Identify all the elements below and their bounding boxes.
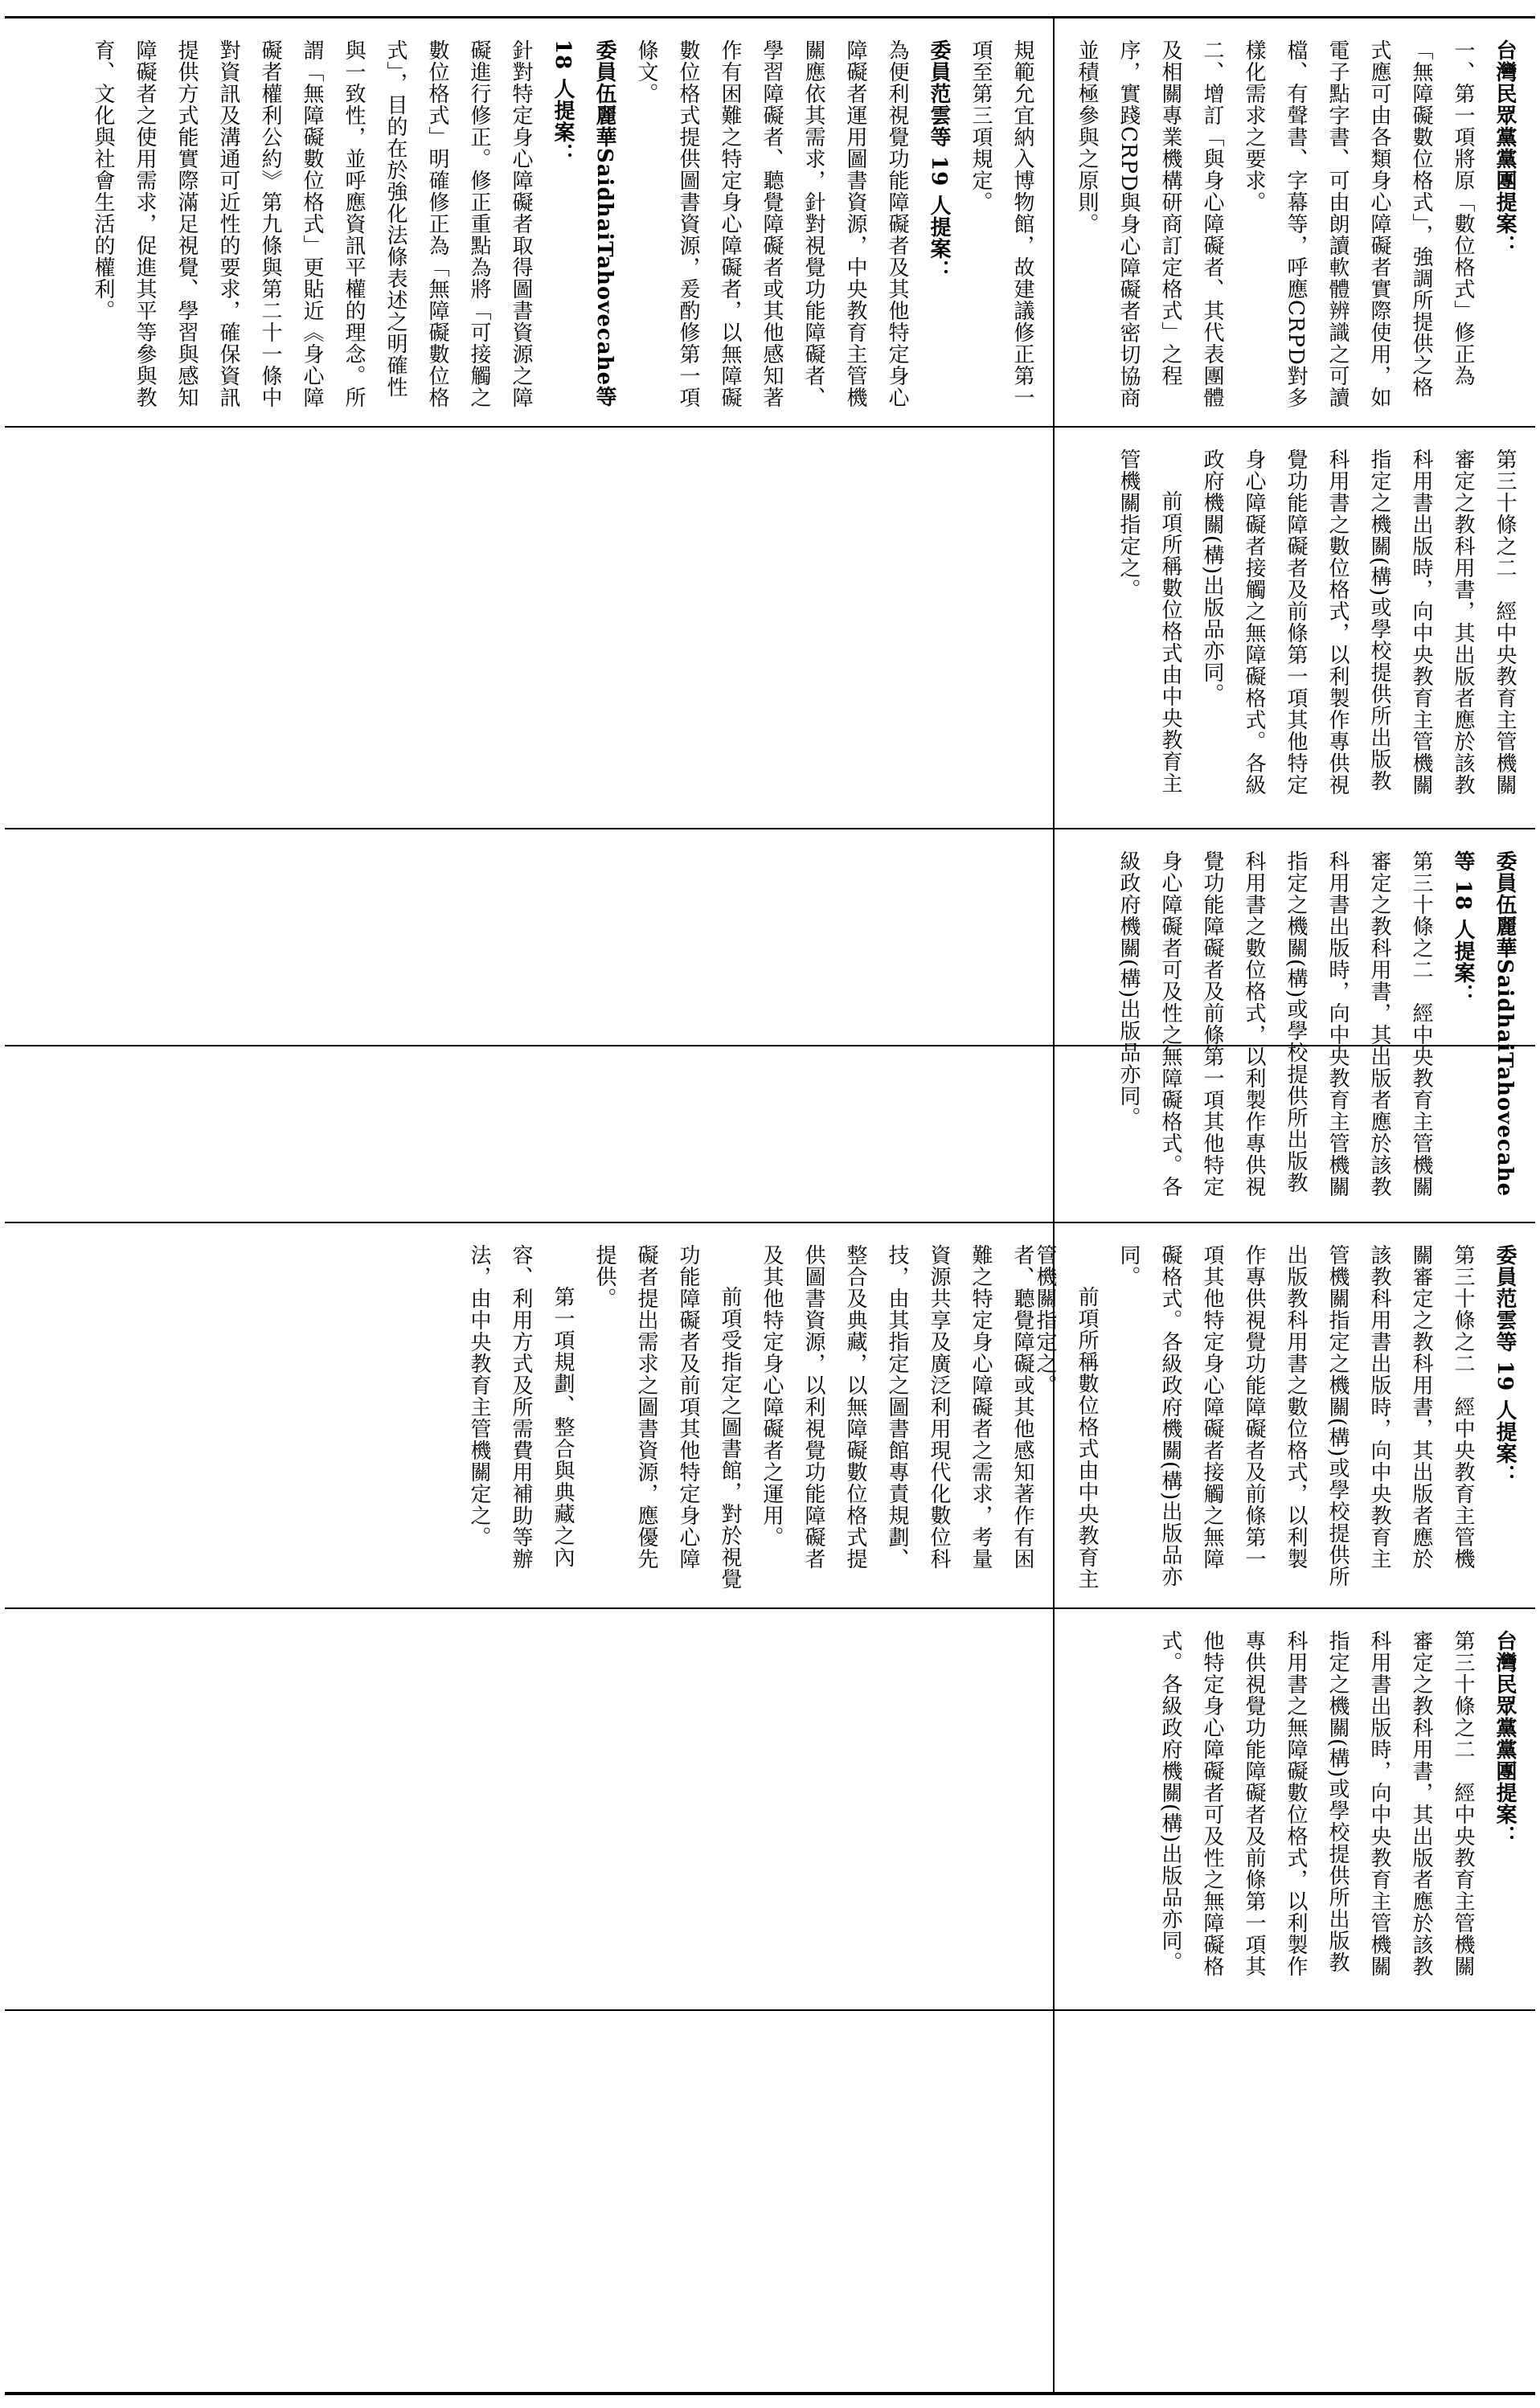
cell-col2-row-b (1055, 428, 1534, 826)
cell-col3-row-a (6, 829, 1051, 1220)
cell-col2-row-a (6, 428, 1051, 826)
paragraph: 針對特定身心障礙者取得圖書資源之障礙進行修正。修正重點為將「可接觸之數位格式」明確修正為「無障礙數位格式」，目的在於強化法條表述之明確性與一致性，並呼應資訊平權的理念。所謂「無障礙數位格式」更貼近《身心障礙者權利公約》第九條與第二十一條中對資訊及溝通可近性的要求，確保資訊提供方式能實際滿足視覺、學習與感知障礙者之使用需求，促進其平等參與教育、文化與社會生活的權利。 (91, 39, 533, 408)
article-text: 第三十條之二 經中央教育主管機關審定之教科用書，其出版者應於該教科用書出版時，向中央教育主管機關指定之機關(構)或學校提供所出版教科用書之數位格式，以利製作專供視覺功能障礙者及前條第一項其他特定身心障礙者接觸之無障礙格式。各級政府機關(構)出版品亦同。 (1200, 448, 1517, 796)
cell-col4-row-b (1033, 1223, 1534, 1606)
article-text: 第三十條之二 經中央教育主管機關審定之教科用書，其出版者應於該教科用書出版時，向中央教育主管機關指定之機關(構)或學校提供所出版教科用書之無障礙數位格式，以利製作專供視覺功能障礙者及前條第一項其他特定身心障礙者可及性之無障礙格式。各級政府機關(構)出版品亦同。 (1158, 1630, 1475, 1977)
cell-col5-row-b (1055, 1609, 1534, 2008)
proposal-heading: 台灣民眾黨黨團提案： (1493, 1630, 1517, 1847)
article-text: 第三十條之二 經中央教育主管機關審定之教科用書，其出版者應於該教科用書出版時，向中央教育主管機關指定之機關(構)或學校提供所出版教科用書之數位格式，以利製作專供視覺功能障礙者及前條第一項其他特定身心障礙者可及性之無障礙格式。各級政府機關(構)出版品亦同。 (1116, 850, 1433, 1198)
article-text: 前項所稱數位格式由中央教育主管機關指定之。 (1033, 1244, 1099, 1590)
proposal-heading: 委員范雲等 19 人提案： (1493, 1244, 1517, 1487)
cell-col1-row-a (6, 18, 1051, 425)
paragraph: 二、增訂「與身心障礙者、其代表團體及相關專業機構研商訂定格式」之程序，實踐CRPD與身心障礙者密切協商並積極參與之原則。 (1075, 39, 1224, 409)
cell-col6-row-b (1055, 2011, 1534, 2390)
paragraph: 前項受指定之圖書館，對於視覺功能障礙者及前項其他特定身心障礙者提出需求之圖書資源，應優先提供。 (592, 1244, 742, 1590)
proposal-heading: 委員伍麗華SaidhaiTahovecahe等 18 人提案： (1451, 850, 1517, 1198)
bottom-rule (5, 2392, 1535, 2395)
article-text: 前項所稱數位格式由中央教育主管機關指定之。 (1116, 448, 1182, 794)
paragraph: 者、聽覺障礙或其他感知著作有困難之特定身心障礙者之需求，考量資源共享及廣泛利用現代化數位科技，由其指定之圖書館專責規劃、整合及典藏，以無障礙數位格式提供圖書資源，以利視覺功能障礙者及其他特定身心障礙者之運用。 (760, 1244, 1034, 1570)
cell-col4-row-a (6, 1223, 1051, 1606)
proposal-heading: 委員伍麗華SaidhaiTahovecahe等 18 人提案： (551, 39, 616, 408)
paragraph: 一、第一項將原「數位格式」修正為「無障礙數位格式」，強調所提供之格式應可由各類身心障礙者實際使用，如電子點字書、可由朗讀軟體辨識之可讀檔、有聲書、字幕等，呼應CRPD對多樣化需求之要求。 (1242, 39, 1475, 409)
proposal-heading: 委員范雲等 19 人提案： (927, 39, 951, 282)
cell-col1-row-b (1055, 18, 1534, 425)
paragraph: 規範允宜納入博物館，故建議修正第一項至第三項規定。 (969, 39, 1034, 408)
cell-col6-row-a (6, 2011, 1051, 2390)
cell-col3-row-b (1055, 829, 1534, 1220)
cell-col5-row-a (6, 1609, 1051, 2008)
proposal-heading: 台灣民眾黨黨團提案： (1493, 39, 1517, 256)
paragraph: 第一項規劃、整合與典藏之內容、利用方式及所需費用補助等辦法，由中央教育主管機關定之。 (467, 1244, 575, 1570)
paragraph: 為便利視覺功能障礙者及其他特定身心障礙者運用圖書資源，中央教育主管機關應依其需求，針對視覺功能障礙者、學習障礙者、聽覺障礙者或其他感知著作有困難之特定身心障礙者，以無障礙數位格式提供圖書資源，爰酌修第一項條文。 (634, 39, 909, 408)
article-text: 第三十條之二 經中央教育主管機關審定之教科用書，其出版者應於該教科用書出版時，向中央教育主管機關指定之機關(構)或學校提供所出版教科用書之數位格式，以利製作專供視覺功能障礙者及前條第一項其他特定身心障礙者接觸之無障礙格式。各級政府機關(構)出版品亦同。 (1116, 1244, 1475, 1588)
